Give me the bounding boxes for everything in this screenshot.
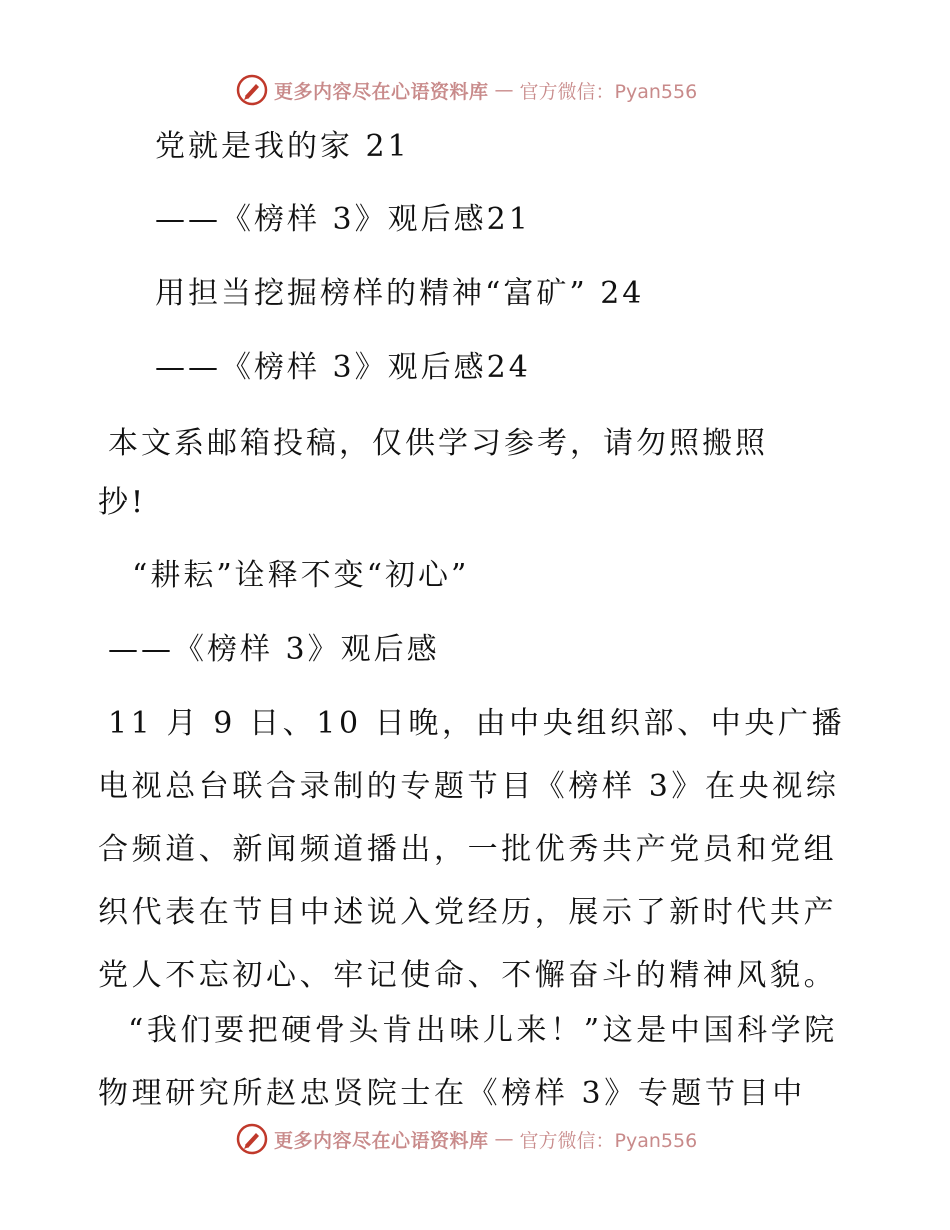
article-subtitle: ——《榜样 3》观后感 <box>108 632 440 667</box>
pen-logo-icon <box>236 74 268 106</box>
watermark-separator: — <box>494 79 514 101</box>
watermark-wechat: 官方微信：Pyan556 <box>519 1129 698 1152</box>
watermark-text: 更多内容尽在心语资料库 <box>274 80 489 103</box>
article-title: “耕耘”诠释不变“初心” <box>132 558 470 593</box>
toc-item-2: ——《榜样 3》观后感21 <box>155 202 531 237</box>
paragraph-2-text: “我们要把硬骨头肯出味儿来！”这是中国科学院物理研究所赵忠贤院士在《榜样 3》专题节目中 <box>98 1013 838 1111</box>
watermark-separator: — <box>494 1128 514 1150</box>
watermark-footer <box>236 1121 697 1157</box>
watermark-text: 更多内容尽在心语资料库 <box>274 1129 489 1152</box>
toc-item-1: 党就是我的家 21 <box>155 129 410 164</box>
watermark-wechat: 官方微信：Pyan556 <box>519 80 698 103</box>
toc-item-4: ——《榜样 3》观后感24 <box>155 350 531 385</box>
article-paragraph-2 <box>98 999 858 1125</box>
article-paragraph-1 <box>98 692 858 1007</box>
watermark-header <box>236 72 697 108</box>
toc-item-3: 用担当挖掘榜样的精神“富矿” 24 <box>155 276 645 311</box>
notice-line-1: 本文系邮箱投稿，仅供学习参考，请勿照搬照 <box>108 426 768 461</box>
notice-line-2: 抄! <box>98 485 147 520</box>
paragraph-1-text: 11 月 9 日、10 日晚，由中央组织部、中央广播电视总台联合录制的专题节目《榜样 3》在央视综合频道、新闻频道播出，一批优秀共产党员和党组织代表在节目中述说入党经历，展示了新时代共产党人不忘初心、牢记使命、不懈奋斗的精神风貌。 <box>98 706 846 993</box>
pen-logo-icon <box>236 1123 268 1155</box>
